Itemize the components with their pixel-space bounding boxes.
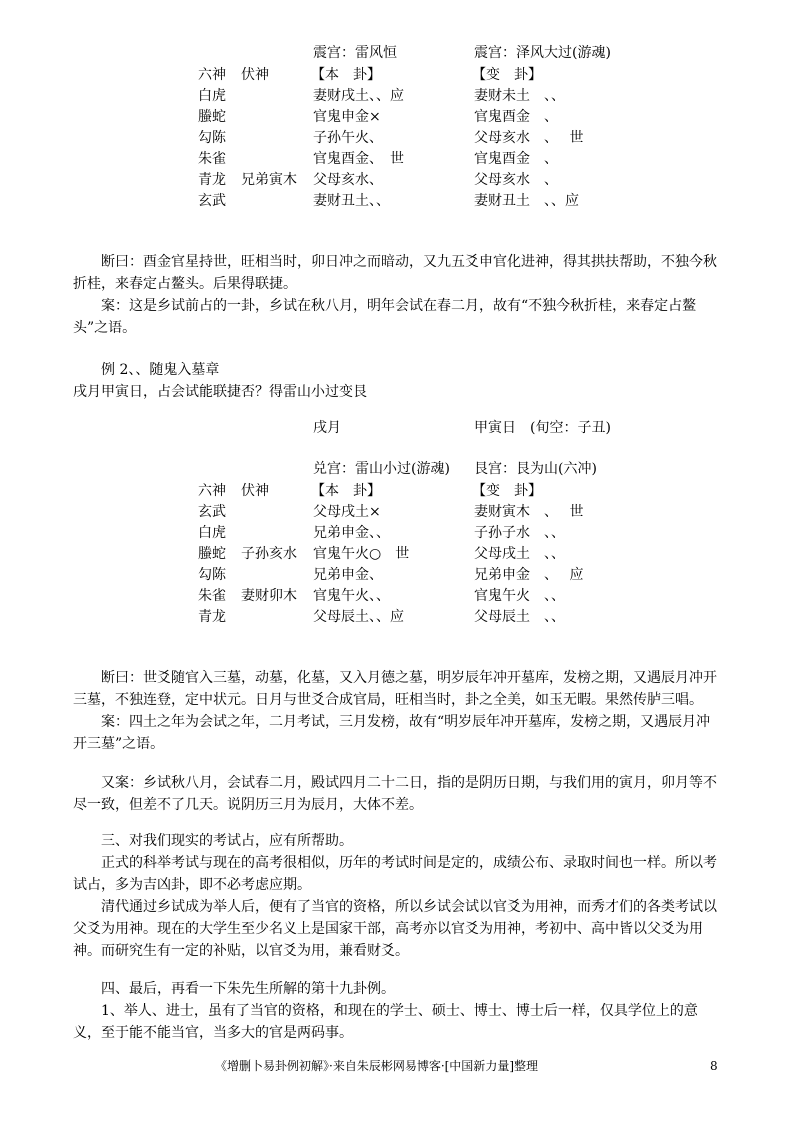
section-4-paragraph: 1、举人、进士，虽有了当官的资格，和现在的学士、硕士、博士、博士后一样，仅具学位上的意义，至于能不能当官，当多大的官是两码事。 <box>73 1003 698 1041</box>
hex2-col-liushen: 六神 <box>198 483 226 499</box>
additional-note-block <box>73 772 718 816</box>
example-2-question: 戌月甲寅日，占会试能联捷否？得雷山小过变艮 <box>73 384 367 400</box>
hex1-row-ben: 官鬼酉金、 世 <box>313 151 404 167</box>
hex1-row-liushen: 螣蛇 <box>198 109 226 125</box>
hex1-row-bian: 官鬼酉金 、 <box>474 109 558 125</box>
footer-text: 《增删卜易卦例初解》·来自朱辰彬网易博客·[中国新力量]整理 <box>215 1059 538 1073</box>
section-3 <box>73 830 718 962</box>
hex2-bian-title: 艮宫：艮为山(六冲) <box>474 461 597 477</box>
hex1-row-bian: 官鬼酉金 、 <box>474 151 558 167</box>
hex1-row-liushen: 勾陈 <box>198 130 226 146</box>
hex1-col-fushen: 伏神 <box>241 67 269 83</box>
hex2-row-bian: 官鬼午火 、、 <box>474 588 565 604</box>
hex2-row-bian: 妻财寅木 、 世 <box>474 504 584 520</box>
hex2-row-bian: 兄弟申金 、 应 <box>474 567 584 583</box>
hex2-row-bian: 父母戌土 、、 <box>474 546 565 562</box>
hex2-row-ben: 兄弟申金、、 <box>313 525 390 541</box>
hex1-row-liushen: 白虎 <box>198 88 226 104</box>
hex1-col-bian: 【变 卦】 <box>472 67 542 83</box>
hex2-row-fushen: 子孙亥水 <box>241 546 297 562</box>
hex2-row-liushen: 白虎 <box>198 525 226 541</box>
example-2-title: 例 2、、随鬼入墓章 <box>101 362 220 378</box>
section-4-heading: 四、最后，再看一下朱先生所解的第十九卦例。 <box>101 981 395 997</box>
hex1-row-liushen: 青龙 <box>198 172 226 188</box>
example-2-month: 戌月 <box>313 420 341 436</box>
hex1-row-bian: 父母亥水 、 <box>474 172 558 188</box>
judgment-2: 断曰：世爻随官入三墓，动墓，化墓，又入月德之墓，明岁辰年冲开墓库，发榜之期，又遇辰月冲开三墓，不独连登，定中状元。日月与世爻合成官局，旺相当时，卦之全美，如玉无暇。果然传胪三唱。 <box>73 670 717 708</box>
hex2-col-ben: 【本 卦】 <box>311 483 381 499</box>
hex1-row-ben: 子孙午火、 <box>313 130 383 146</box>
hex1-row-bian: 妻财未土 、、 <box>474 88 565 104</box>
example-2-day: 甲寅日 (旬空：子丑) <box>474 420 611 436</box>
hex1-row-liushen: 玄武 <box>198 193 226 209</box>
section-4 <box>73 978 718 1044</box>
hex2-row-ben: 兄弟申金、 <box>313 567 383 583</box>
hex1-row-bian: 父母亥水 、 世 <box>474 130 584 146</box>
hex1-row-ben: 妻财丑土、、 <box>313 193 390 209</box>
page-number: 8 <box>710 1059 718 1073</box>
hex2-ben-title: 兑宫：雷山小过(游魂) <box>313 461 450 477</box>
hex2-row-liushen: 玄武 <box>198 504 226 520</box>
hex1-col-ben: 【本 卦】 <box>311 67 381 83</box>
hex1-row-liushen: 朱雀 <box>198 151 226 167</box>
hex2-row-ben: 官鬼午火、、 <box>313 588 390 604</box>
section-3-paragraph: 正式的科举考试与现在的高考很相似，历年的考试时间是定的，成绩公布、录取时间也一样。所以考试占，多为吉凶卦，即不必考虑应期。 <box>73 855 717 893</box>
hex1-row-ben: 官鬼申金× <box>313 109 381 125</box>
hex1-col-liushen: 六神 <box>198 67 226 83</box>
hex2-row-bian: 父母辰土 、、 <box>474 609 565 625</box>
hex2-row-liushen: 朱雀 <box>198 588 226 604</box>
hex1-bian-title: 震宫：泽风大过(游魂) <box>474 45 611 61</box>
hex1-row-ben: 父母亥水、 <box>313 172 383 188</box>
hex2-row-liushen: 螣蛇 <box>198 546 226 562</box>
hex2-row-ben: 父母辰土、、应 <box>313 609 404 625</box>
judgment-1: 断曰：酉金官星持世，旺相当时，卯日冲之而暗动，又九五爻申官化进神，得其拱扶帮助，不独今秋折桂，来春定占鳌头。后果得联捷。 <box>73 254 717 292</box>
hex1-row-bian: 妻财丑土 、、应 <box>474 193 579 209</box>
note-1: 案：这是乡试前占的一卦，乡试在秋八月，明年会试在春二月，故有“不独今秋折桂，来春定占鳌头”之语。 <box>73 298 697 336</box>
hex2-row-bian: 子孙子水 、、 <box>474 525 565 541</box>
section-3-paragraph: 清代通过乡试成为举人后，便有了当官的资格，所以乡试会试以官爻为用神，而秀才们的各类考试以父爻为用神。现在的大学生至少名义上是国家干部，高考亦以官爻为用神，考初中、高中皆以父爻为用神。而研究生有一定的补贴，以官爻为用，兼看财爻。 <box>73 899 717 959</box>
hex2-col-fushen: 伏神 <box>241 483 269 499</box>
additional-note: 又案：乡试秋八月，会试春二月，殿试四月二十二日，指的是阴历日期，与我们用的寅月，卯月等不尽一致，但差不了几天。说阴历三月为辰月，大体不差。 <box>73 775 717 813</box>
hex2-row-ben: 官鬼午火○ 世 <box>313 546 410 562</box>
section-3-heading: 三、对我们现实的考试占，应有所帮助。 <box>101 833 353 849</box>
example-2-header <box>73 359 718 403</box>
hex2-row-liushen: 勾陈 <box>198 567 226 583</box>
hex1-row-ben: 妻财戌土、、应 <box>313 88 404 104</box>
hex2-row-ben: 父母戌土× <box>313 504 381 520</box>
judgment-2-block <box>73 667 718 755</box>
hex2-row-fushen: 妻财卯木 <box>241 588 297 604</box>
hex1-row-fushen: 兄弟寅木 <box>241 172 297 188</box>
judgment-1-block <box>73 251 718 339</box>
hex1-ben-title: 震宫：雷风恒 <box>313 45 397 61</box>
note-2: 案：四土之年为会试之年，二月考试，三月发榜，故有“明岁辰年冲开墓库，发榜之期，又遇辰月冲开三墓”之语。 <box>73 714 711 752</box>
hex2-col-bian: 【变 卦】 <box>472 483 542 499</box>
hex2-row-liushen: 青龙 <box>198 609 226 625</box>
